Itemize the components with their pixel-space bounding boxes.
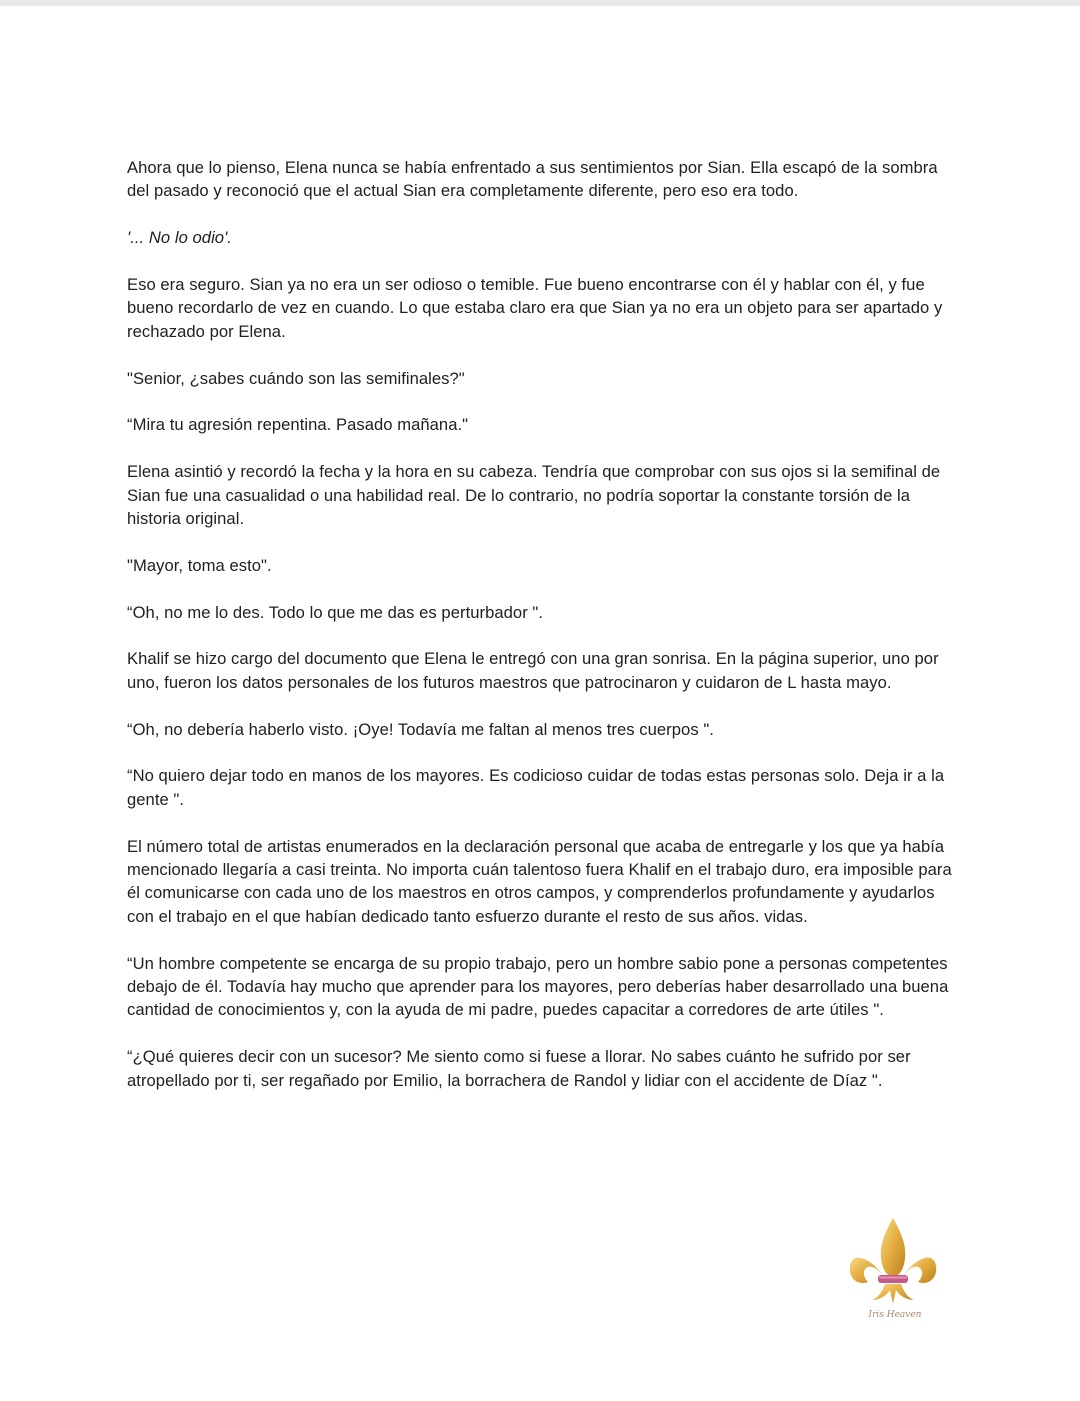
paragraph-11: “No quiero dejar todo en manos de los mayores. Es codicioso cuidar de todas estas personas solo. Deja ir a la gente ". xyxy=(127,766,945,809)
watermark-logo xyxy=(838,1212,948,1334)
paragraph-13: “Un hombre competente se encarga de su propio trabajo, pero un hombre sabio pone a personas competentes debajo de él. Todavía hay mucho que aprender para los mayores, pero deberías haber desarrollado una buena cantidad de conocimientos y, con la ayuda de mi padre, puedes capacitar a corredores de arte útiles ". xyxy=(127,953,949,1020)
paragraph-10: “Oh, no debería haberlo visto. ¡Oye! Todavía me faltan al menos tres cuerpos ". xyxy=(127,719,714,739)
paragraph-8: “Oh, no me lo des. Todo lo que me das es perturbador ". xyxy=(127,602,544,622)
paragraph-6: Elena asintió y recordó la fecha y la hora en su cabeza. Tendría que comprobar con sus ojos si la semifinal de Sian fue una casualidad o una habilidad real. De lo contrario, no podría soportar la constante torsión de la historia original. xyxy=(127,462,941,529)
paragraph-9: Khalif se hizo cargo del documento que Elena le entregó con una gran sonrisa. En la página superior, uno por uno, fueron los datos personales de los futuros maestros que patrocinaron y cuidaron de L hasta mayo. xyxy=(127,649,939,692)
top-edge-bar xyxy=(0,0,1080,6)
paragraph-7: "Mayor, toma esto". xyxy=(127,555,272,575)
paragraph-12: El número total de artistas enumerados en la declaración personal que acaba de entregarle y los que ya había mencionado llegaría a casi treinta. No importa cuán talentoso fuera Khalif en el trabajo duro, era imposible para él comunicarse con cada uno de los maestros en otros campos, y comprenderlos profundamente y ayudarlos con el trabajo en el que habían dedicado tanto esfuerzo durante el resto de sus años. vidas. xyxy=(127,836,952,926)
document-body xyxy=(127,156,955,1115)
paragraph-4: "Senior, ¿sabes cuándo son las semifinales?" xyxy=(127,368,465,388)
paragraph-1: Ahora que lo pienso, Elena nunca se había enfrentado a sus sentimientos por Sian. Ella escapó de la sombra del pasado y reconoció que el actual Sian era completamente diferente, pero eso era todo. xyxy=(127,158,938,201)
paragraph-2: '... No lo odio'. xyxy=(127,228,232,248)
paragraph-5: “Mira tu agresión repentina. Pasado mañana." xyxy=(127,415,469,435)
paragraph-14: “¿Qué quieres decir con un sucesor? Me siento como si fuese a llorar. No sabes cuánto he sufrido por ser atropellado por ti, ser regañado por Emilio, la borrachera de Randol y lidiar con el accidente de Díaz ". xyxy=(127,1047,911,1090)
paragraph-3: Eso era seguro. Sian ya no era un ser odioso o temible. Fue bueno encontrarse con él y hablar con él, y fue bueno recordarlo de vez en cuando. Lo que estaba claro era que Sian ya no era un objeto para ser apartado y rechazado por Elena. xyxy=(127,275,943,341)
watermark-signature: Iris Heaven xyxy=(868,1310,922,1320)
